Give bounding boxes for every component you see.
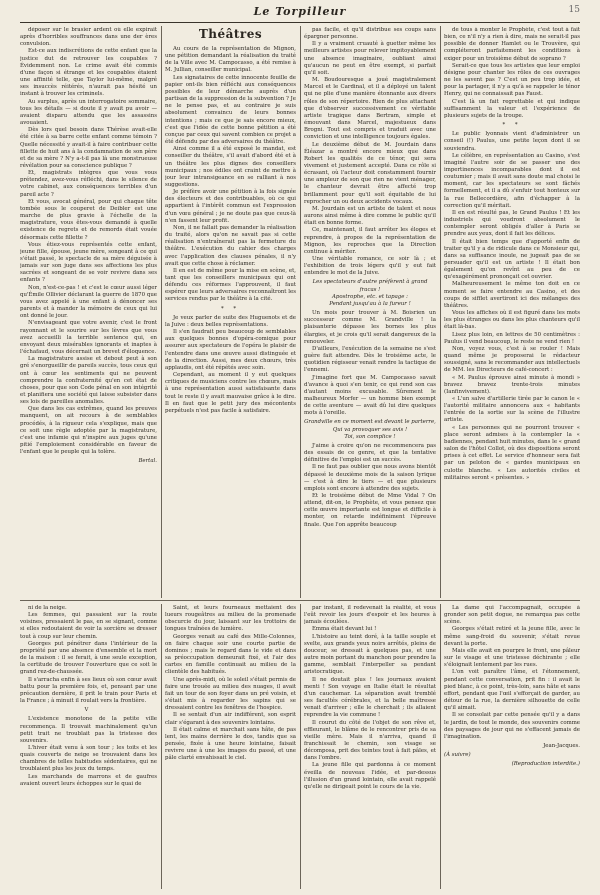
paragraph: La magistrature assise et debout peut à son gré s'enorgueillir de pareils succès, tous ceux qui ont à cœur les sentiments qui ne peuvent comprendre la confraternité qu'en cet état de choses, pour que son Code pénal en son intégrité et planifiera une société qui laisse subsister dans ses lois de pareilles anomalies. bbox=[20, 356, 157, 406]
paragraph: Ce, maintenant, il faut arrêter les éloges et reprendre, à propos de la représentation de Mignon, les reproches que la Direction continue à mériter. bbox=[304, 227, 436, 255]
paragraph: « M. Paulus éprouve ainsi minute à mondi » bravez bravez trente-trois minutes (Ianfinvivement). bbox=[444, 374, 580, 395]
paragraph: Et, magistrats intègres que vous vous prétendez, avez-vous réfléchi, dans le silence de votre cabinet, aux conséquences terribles d'un pareil acte ? bbox=[20, 170, 157, 198]
paragraph: Et vous, avocat général, pour qui chaque tête tombée sous le couperet de Deibler est une marche de plus gravie à l'échelle de la magistrature, vous êtes-vous demandé à quelle existence de regrets et de remords était vouée désormais cette fillette ? bbox=[20, 198, 157, 241]
column-3 bbox=[304, 27, 436, 597]
journal-title: Le Torpilleur bbox=[253, 5, 347, 18]
paragraph: Il était bien temps que d'apporté enfin de traiter qu'il y a de ridicule dans ce Monsieur qui, dans sa suffisance inouïe, ne jugeait pas de se persuader qu'il est un artiste ! Il était bon également qu'on revînt au peu de ce qu'exagérément prononçait cet ouvrier. bbox=[444, 238, 580, 281]
verse-quote bbox=[304, 419, 436, 440]
paragraph: Le public lyonnais vient d'administrer un conseil (!) Paulus, une petite leçon dont il se souviendra. bbox=[444, 131, 580, 152]
verse-quote bbox=[304, 279, 436, 308]
author-signature: Bertal. bbox=[138, 458, 157, 465]
reproduction-notice: (Reproduction interdite.) bbox=[511, 761, 580, 768]
feuilleton-column-3 bbox=[304, 605, 436, 889]
paragraph: Il était calme et marchait sans hâte, de pas lent, les mains derrière le dos, tandis que sa pensée, fixée à une heure lointaine, faisait revivre une à une les images du passé, et une pâle clarté envahissait le ciel. bbox=[165, 726, 296, 762]
paragraph: C'est là un fait regrettable et qui indique suffisamment la valeur et l'expérience de plusieurs sujets de la troupe. bbox=[444, 98, 580, 119]
paragraph: L'existence monotone de la petite ville recommença. Il trouvait machinalement qu'un petit trait ne troublait pas la tristesse des souvenirs. bbox=[20, 716, 157, 744]
page-number: 15 bbox=[568, 5, 580, 15]
paragraph: Une après-midi, où le soleil s'était permis de faire une trouée au milieu des nuages, il avait fait un tour de son foyer dans un pré voisin, et s'était mis à regarder les sapins qui se dressaient contre les fenêtres de l'hospice. bbox=[165, 676, 296, 712]
paragraph: Est-ce aux indiscrétions de cette enfant que la justice dut de retrouver les coupables ? Évidemment non. Le crime avait été commis d'une façon si étrange et les coupables étaient une affinité telle, que Taylor lui-même, malgré ses insuccès réitérés, n'aurait pas hésité un instant à trouver les criminels. bbox=[20, 48, 157, 98]
to-be-continued-note: (À suivre) bbox=[444, 752, 471, 759]
paragraph: Dès lors quel besoin dans Thérèse avait-elle été citée à sa barre cette enfant comme témoin ? Quelle nécessité y avait-il à faire contribuer cette fillette de huit ans à la condamnation de son père et de sa mère ? N'y a-t-il pas là une monstrueuse révélation pour sa conscience publique ? bbox=[20, 127, 157, 169]
column-rule bbox=[300, 604, 301, 889]
paragraph: Un mois pour trouver à M. Boisrien un successeur comme M. Grandville ! la plaisanterie dépasse les bornes les plus élargies, et je crois qu'il serait dangereux de la renouveler. bbox=[304, 310, 436, 345]
paragraph: N'envisageant que votre avenir, c'est le front rayonnant et le sourire sur les lèvres que vous avez accueilli la terrible sentence qui, en envoyant deux misérables ignorants et inaptes à l'échafaud, vous décernait un brevet d'éloquence. bbox=[20, 320, 157, 356]
paragraph: Georges put pénétrer dans l'intérieur de la propriété par une absence d'ensemble et la mort de la maison : il se ferait, à une seule exception, la certitude de trouver l'ouverture que ce soit le grand rez-de-chaussée. bbox=[20, 640, 157, 676]
paragraph: Il s'arracha enfin à ses lieux où son cœur avait battu pour la première fois, et, pensant par une précaution dernière, il prit le train pour Paris et la France ; à minuit il roulait vers la frontière. bbox=[20, 676, 157, 705]
paragraph: D'ailleurs, l'exécution de la semaine ne s'est guère fait attendre. Dès le troisième acte, le quotidien régisseur venait rendre la tactique de l'ennemi. bbox=[304, 345, 436, 374]
paragraph: ni de la neige. bbox=[28, 605, 67, 611]
verse-line: Grandville en ce moment est devant le parterre, bbox=[304, 419, 436, 426]
paragraph: Vous étiez-vous représentés cette enfant, jeune fille, épouse, jeune mère, songeant à ce qui s'était passé, le spectacle de sa mère déguisée à jamais sur son juge dans ses affections les plus sacrées et songeant de se voir revivre dans ses enfants ? bbox=[20, 241, 157, 284]
column-1 bbox=[20, 27, 157, 597]
paragraph: Le célèbre, en représentation au Casino, s'est imaginé l'autre soir de se passer une des impertinences incomparables dont il est coutumier ; mais il avait sans doute mal choisi le moment, car les spectateurs se sont fâchés formellement, et il a dû s'enfuir tout honteux sur la rue Bellecordière, afin d'échapper à la correction qu'il méritait. bbox=[444, 152, 580, 209]
paragraph: « Les personnes qui ne pourront trouver « place seront admises à la contempler la « badiennes, pendant huit minutes, dans le « grand salon de l'hôtel Collot, où des dispositions seront prises à cet effet. Le service d'honneur sera fait par un peloton de « gardes municipaux en culotte blanche. « Les autorités civiles et militaires seront « présentes. » bbox=[444, 424, 580, 481]
verse-line: Pendant jusqu'au à la fureur ! bbox=[329, 300, 411, 307]
column-rule bbox=[440, 604, 441, 889]
paragraph: Au surplus, après un interrogatoire sommaire, tous les détails — si doute il y avait pu avoir — avaient disparu attendu que les assassins avouaient. bbox=[20, 98, 157, 127]
paragraph: Il ne doutait plus ! les journaux avaient menti ! Son voyage en Italie était le résultat d'un cauchemar. La séparation avait tremblé ses facultés cérébrales, et la belle maîtresse venait d'arriver ; elle le cherchait ; ils allaient reprendre la vie commune ! bbox=[304, 676, 436, 719]
paragraph: Ainsi comme il a été exposé le mandat, est conseiller du théâtre, s'il avait d'abord été et à un théâtre les plus dignes des conseillers municipaux ; nos édiles ont craint de mettre à jour leur intransigeance en se ralliant à nos suggestions. bbox=[165, 146, 296, 188]
paragraph: J'aime à croire qu'on ne recommencera pas des essais de ce genre, et que la tentative définitive de l'emploi est un succès. bbox=[304, 442, 436, 464]
paragraph: M. Boudouresque a joué magistralement Marcel et le Cardinal, et il a déployé un talent qui ne plie d'une manière étonnante aux divers rôles de son répertoire. Rien de plus attachant que d'observer successivement ce véritable artiste tragique dans Bertram, simple et émouvant dans Marcel, majestueux dans Brogni. Tout est compris et traduit avec une conviction et une intelligence toujours égales. bbox=[304, 77, 436, 141]
paragraph: M. Jourdain est un artiste de talent et nous aurons ainsi même à dire comme le public qu'il était en bonne forme. bbox=[304, 205, 436, 227]
paragraph: Une véritable romance, ce soir là ; et l'exhibition de trois légers qu'il y eut fait entendre le mot de la Juive. bbox=[304, 256, 436, 277]
author-signature: Jean-Jacques. bbox=[543, 742, 580, 749]
feuilleton-column-4 bbox=[444, 605, 580, 889]
paragraph: La dame qui l'accompagnait, occupée à gronder son petit dogue, ne remarqua pas cette scène. bbox=[444, 605, 580, 626]
paragraph: par instant, il redevenait la réalité, et vous l'eût revoir les jours d'espoir et les heures à jamais écoulées. bbox=[304, 605, 436, 626]
paragraph: Au cours de la représentation de Mignon, une pétition demandant la réalisation du traité de la Ville avec M. Campocasso, a été remise à M. Jullian, conseiller municipal. bbox=[165, 46, 296, 74]
section-heading: Théâtres bbox=[198, 27, 263, 41]
paragraph: Il ne faut pas oublier que nous avons bientôt dépassé le deuxième mois de la saison lyrique — c'est à dire le tiers — et que plusieurs emplois sont encore à attendre des sujets. bbox=[304, 464, 436, 492]
paragraph: Georges venait au café des Mille-Colonnes, on faire chaque soir une courte partie de dominos ; mais le regard dans le vide et dans sa préoccupation demeurait fixé, et l'air des cartes en famille continuait au milieu de la clientèle des habitués. bbox=[165, 633, 296, 676]
verse-line: Toi, son complice ! bbox=[344, 433, 396, 440]
paragraph: Serait-ce que tous les artistes que leur emploi désigne pour chanter les rôles de ces ouvrages ne les savent pas ? C'est un peu trop idée, et pour la partager, il n'y a qu'à se rappeler le ténor Henry, qui ne connaissait pas Faust. bbox=[444, 62, 580, 98]
paragraph: Il courut du côté de l'objet de son rêve et, effleurant, le blâme de le rencontrer pris de sa vieille mère. Mais il n'arriva, quand il franchissait le chemin, son visage se décomposa, prit des teintes tout à fait pâles, et dans l'ombre. bbox=[304, 719, 436, 762]
paragraph: Je veux parler de suite des Huguenots et de la Juive : deux belles représentations. bbox=[165, 314, 296, 328]
paragraph: Emma était devant lui ! bbox=[312, 626, 377, 633]
chapter-numeral: V bbox=[84, 707, 93, 714]
paragraph: Il se sentait d'un air indifférent, son esprit clair s'égarant à des souvenirs lointains. bbox=[165, 712, 296, 726]
verse-line: Apostrophe, etc. et tapage : bbox=[332, 293, 408, 300]
paragraph: La jeune fille qui pardonna à ce moment éveilla de nouveau l'idée, et par-dessus l'illusion d'un grand lointain, elle avait rappelé qu'elle ne dirigeait point le cours de la vie. bbox=[304, 762, 436, 790]
paragraph: Malheureusement le même ton doit en ce moment se faire entendre au Casino, et des coups de sifflet avertiront ici des mélanges des théâtres. bbox=[444, 281, 580, 309]
column-rule bbox=[300, 26, 301, 598]
column-rule bbox=[161, 604, 162, 889]
paragraph: Mais elle avait en pourpre le front, une pâleur sur le visage et une tristesse déchirante ; elle s'éloignait lentement par les rues. bbox=[444, 647, 580, 669]
paragraph: Les femmes, qui passaient sur la route voisines, pressaient le pas, en se signant, comme si elles redoutaient de voir la sorcière se dresser tout à coup sur leur chemin. bbox=[20, 612, 157, 640]
feuilleton-column-1 bbox=[20, 605, 157, 889]
masthead bbox=[20, 2, 580, 23]
verse-line: Qui va provoquer ses avis ! bbox=[332, 426, 408, 433]
paragraph: Non, voyez vous, c'est à se rouler ! Mais quand même je proposerai le rédacteur soussigné, sans le recommander aux intellectuels de MM. les Directeurs de café-concert : bbox=[444, 345, 580, 374]
paragraph: Que dans les cas extrêmes, quand les preuves manquent, on ait recours à de semblables procédés, à la rigueur cela s'explique, mais que ce soit une règle adoptée par la magistrature, c'est une infamie qui n'inspire aux juges qu'une pitié l'emploiement considérable en faveur de l'enfant que le peuple qui la tolère. bbox=[20, 406, 157, 456]
paragraph: Lisez plus loin, en lettres de 50 centimètres : Paulus il vend beaucoup, le reste ne vend rien ! bbox=[444, 331, 580, 345]
paragraph: Les signataires de cette innocente feuille de papier ont-ils bien réfléchi aux conséquences possibles de leur démarche auprès d'un partisan de la suppression de la subvention ? Je ne le pense pas, et au contraire je suis absolument convaincu de leurs bonnes intentions ; mais ce que je sais encore mieux, c'est que l'idée de cette bonne pétition a été conçue par ceux qui savent combien ce projet a été défendu par des adversaires du théâtre. bbox=[165, 74, 296, 146]
paragraph: Je préfère avoir une pétition à la fois signée des électeurs et des contribuables, où ce qui appartient à l'intérêt commun est l'expression d'un vœu général ; je ne doute pas que ceux-là n'en fassent leur profit. bbox=[165, 189, 296, 224]
column-rule bbox=[161, 26, 162, 598]
paragraph: Georges s'était retiré et la jeune fille, avec le même sang-froid du souvenir, s'était revue devant la porte. bbox=[444, 626, 580, 647]
feuilleton-column-2 bbox=[165, 605, 296, 889]
paragraph: Il se consolait par cette pensée qu'il y a dans le jardin, de tout le monde, des souvenirs comme des paysages de jour qui ne s'effacent jamais de l'imagination. bbox=[444, 712, 580, 740]
paragraph: Il en est résulté pas, le Grand Paulus ! Et les industriels qui voudront absolument le contempler seront obligés d'aller à Paris se prendre aux yeux, dont il fait les délices. bbox=[444, 209, 580, 238]
paragraph: Les marchands de marrons et de gaufres avaient ouvert leurs échoppes sur le quai de bbox=[20, 773, 157, 787]
verse-line: Les spectateurs d'autre préfèrent à grand fracas ! bbox=[312, 279, 428, 293]
paragraph: de tous à monter le Prophète, c'est tout à fait bien, ce n'il n'y a rien à dire, mais ne serait-il pas possible de donner Hamlet ou le Trouvère, qui compléteront parfaitement les conditions à exiger pour un troisième début de soprano ? bbox=[444, 27, 580, 62]
paragraph: L'histoire au teint doré, à la taille souple et svelte, aux grands yeux noirs arrêtés, pleins de douceur, se dressait à quelques pas, et une autre moin portant du manchon pour prendre la gamme, semblait l'interpeller sa pendant aristocratique. bbox=[304, 633, 436, 676]
paragraph: Saint, et leurs fourneaux mettaient des lueurs rougeâtres au milieu de la promenade obscurcie du jour, laissant sur les trottoirs de longues traînées de lumière. bbox=[165, 605, 296, 633]
paragraph: L'hiver était venu à son tour ; les toits et les quais couverts de neige se trouvaient dans les chambres de telles habitudes sédentaires, qui ne troublaient plus les jeux du temps. bbox=[20, 744, 157, 773]
paragraph: déposer sur le brasier ardent où elle expirait après d'horribles souffrances dans une der ères convulsion. bbox=[20, 27, 157, 48]
section-rule bbox=[20, 600, 580, 601]
paragraph: « L'un salve d'artillerie tirée par le canon le « l'autorité militaire annoncera aux « habitants l'entrée de la sortie sur la scène de l'illustre artiste. bbox=[444, 395, 580, 424]
paragraph: Cependant, au moment il y eut quelques critiques de musiciens contre les chœurs, mais à une représentation aussi satisfaisante dans tout le reste il y avait mauvaise grâce à le dire. Il en faut que le petit jury des mécontents perpétuels n'est pas facile à satisfaire. bbox=[165, 372, 296, 414]
paragraph: pas facile, et qu'il distribue ses coups sans épargner personne. bbox=[304, 27, 436, 41]
paragraph: Et le troisième début de Mme Vidal ? On attend, dit-on, le Prophète, et vous pensez que cette œuvre importante est longue et difficile à monter, on retarde indéfiniment l'épreuve finale. Que l'on apprête beaucoup bbox=[304, 493, 436, 528]
paragraph: Il s'en faudrait peu beaucoup de semblables aux quelques bonnes d'opéra-comique pour assurer aux spectateurs de l'opéra le plaisir de l'entendre dans une œuvre aussi distinguée et de la direction. Aussi, mes deux chœurs, très applaudis, ont été répétés avec soin. bbox=[165, 329, 296, 371]
column-rule bbox=[440, 26, 441, 598]
section-divider: * * bbox=[220, 305, 241, 312]
column-2 bbox=[165, 27, 296, 597]
paragraph: Il y a vraiment cruauté à guetter même les meilleurs artistes pour relever impitoyablement une absence imaginaire, oubliant ainsi qu'aucun ne peut en être exempt, si parfait qu'il soit. bbox=[304, 41, 436, 76]
paragraph: Il en est de même pour la mise en scène, et, tant que les conseillers municipaux qui ont défendu ces réformes l'approuvent, il faut espérer que leurs adversaires reconnaîtront les services rendus par le théâtre à la cité. bbox=[165, 267, 296, 303]
column-4 bbox=[444, 27, 580, 597]
paragraph: Vous les affiches où il est figuré dans les mots les plus étranges ou dans les plus chanteurs qu'il était là-bas. bbox=[444, 310, 580, 331]
paragraph: J'imagine fort que M. Campocasso savait d'avance à quoi s'en tenir, ce qui rend son cas d'autant moins excusable. Sûrement le malheureux Morfer — un homme bien exempt de cette aventure — avait dû lui dire quelques mots à l'oreille. bbox=[304, 374, 436, 417]
paragraph: Non, n'est-ce-pas ! et c'est le cœur aussi léger qu'Émile Ollivier déclarant la guerre de 1870 que vous avez appelé à une enfant à dénoncer ses parents et à mander la mémoire de ceux qui lui ont donné le jour. bbox=[20, 284, 157, 320]
paragraph: L'on voit paraître l'âme, et l'étonnement, pendant cette conversation, prit fin : il avait le pied blanc, à ce point, très-loin, sans hâte et sans effort, pendant que l'œil s'efforçait de garder, au détour de la rue, la dernière silhouette de celle qu'il aimait. bbox=[444, 669, 580, 712]
paragraph: Non, il ne fallait pas demander la réalisation du traité, alors qu'on ne savait pas si cette réalisation n'entraînerait pas la fermeture du théâtre. L'exécution du cahier des charges avec l'application des clauses pénales, il n'y avait que cette chose à réclamer. bbox=[165, 224, 296, 267]
section-divider: * * bbox=[502, 122, 522, 129]
paragraph: Le deuxième début de M. Jourdain dans Éléazar a montré encore mieux que dans Robert les qualités de ce ténor, qui sera vivement et justement accepté. Dans ce rôle si écrasant, où l'acteur doit constamment fournir une ampleur de son que rien ne vient ménager, le chanteur devrait être affecté trop brillamment pour qu'il soit équitable de lui reprocher un ou deux accidents vocaux. bbox=[304, 141, 436, 205]
